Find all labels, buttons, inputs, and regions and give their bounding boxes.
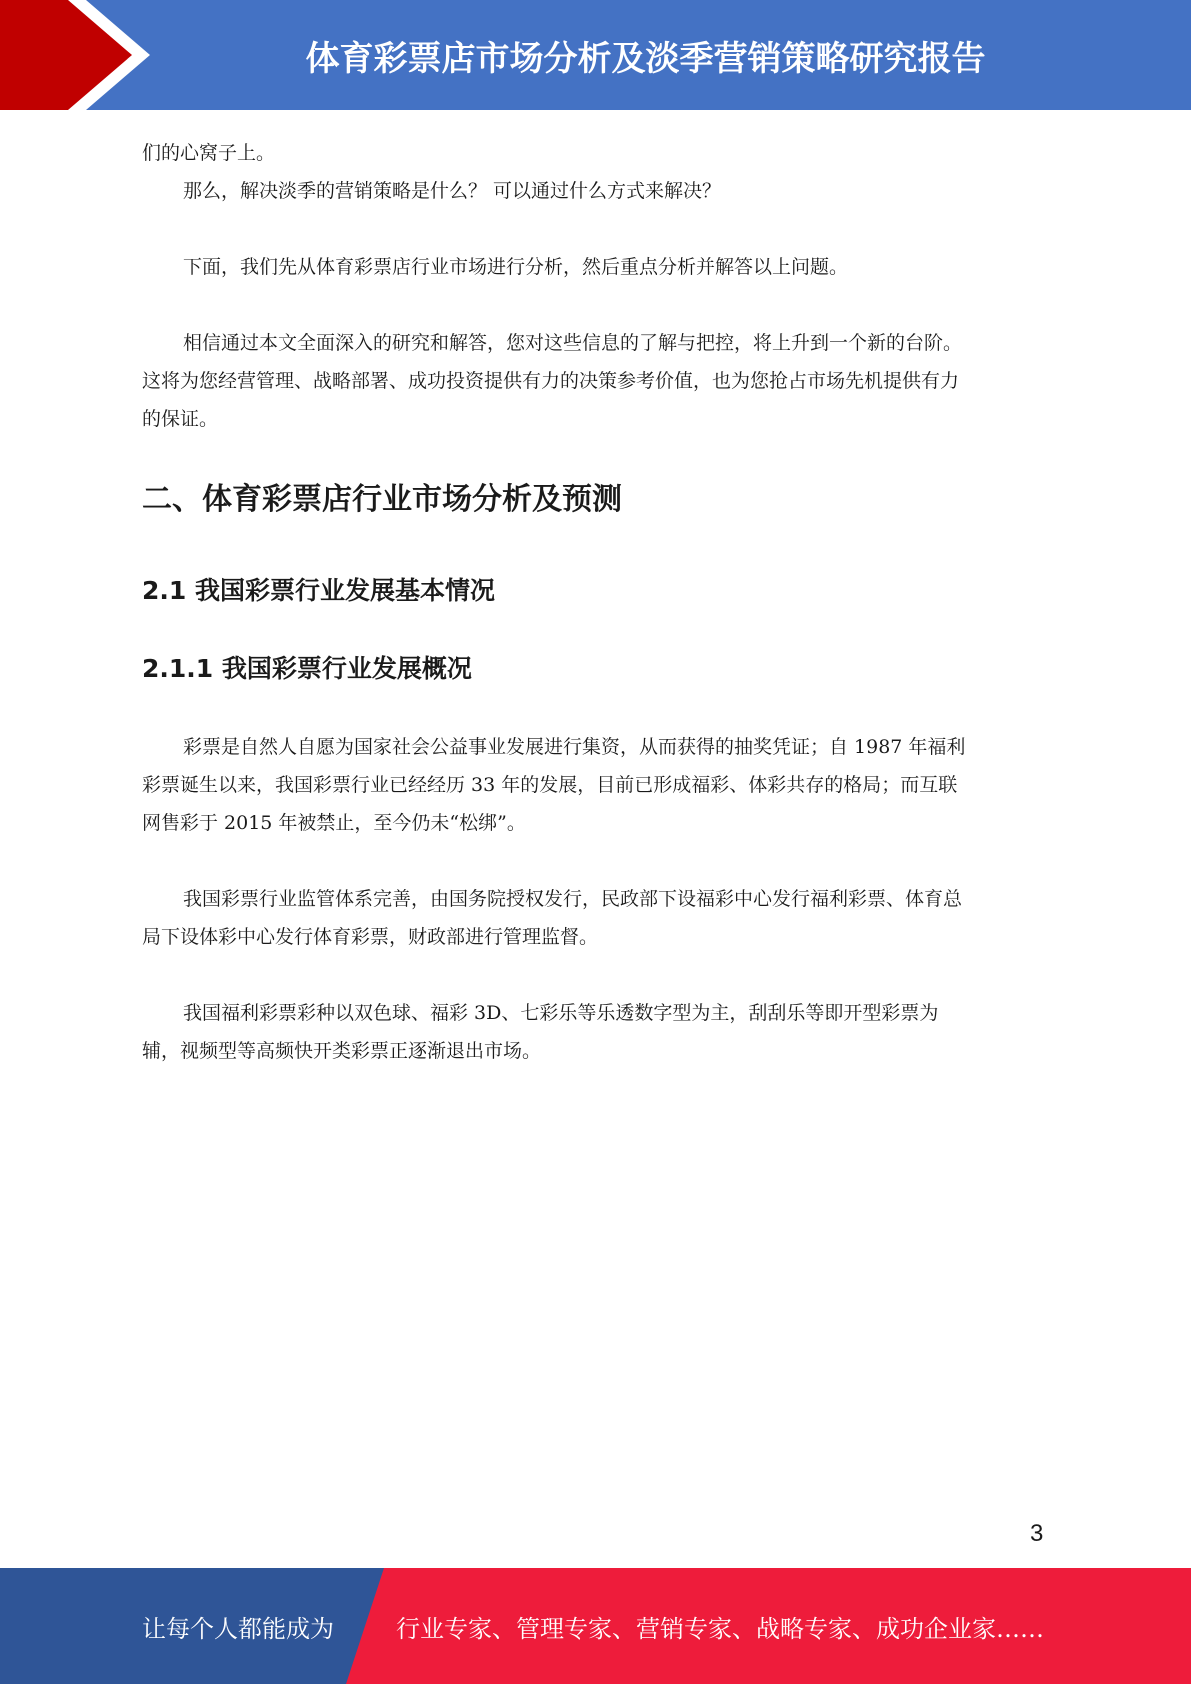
paragraph-trust-line-2: 这将为您经营管理、战略部署、成功投资提供有力的决策参考价值，也为您抢占市场先机提供有力	[142, 370, 960, 392]
footer-slogan-left: 让每个人都能成为	[142, 1614, 334, 1643]
paragraph-welfare-line-1: 我国福利彩票彩种以双色球、福彩 3D、七彩乐等乐透数字型为主，刮刮乐等即开型彩票为	[183, 1002, 939, 1024]
red-chevron-icon	[0, 0, 160, 110]
paragraph-lottery-line-3: 网售彩于 2015 年被禁止，至今仍未“松绑”。	[142, 812, 526, 834]
footer-banner	[0, 1568, 1191, 1684]
subsubsection-heading: 2.1.1 我国彩票行业发展概况	[142, 654, 472, 683]
paragraph-trust-line-1: 相信通过本文全面深入的研究和解答，您对这些信息的了解与把控，将上升到一个新的台阶。	[183, 332, 963, 354]
paragraph-lottery-line-1: 彩票是自然人自愿为国家社会公益事业发展进行集资，从而获得的抽奖凭证；自 1987 年福利	[183, 736, 966, 758]
page-number: 3	[1030, 1520, 1044, 1547]
header-banner	[0, 0, 1191, 110]
footer-slogan-right: 行业专家、管理专家、营销专家、战略专家、成功企业家……	[396, 1614, 1044, 1643]
report-title: 体育彩票店市场分析及淡季营销策略研究报告	[305, 38, 986, 79]
paragraph-next: 下面，我们先从体育彩票店行业市场进行分析，然后重点分析并解答以上问题。	[183, 256, 849, 278]
paragraph-trust-line-3: 的保证。	[142, 408, 219, 430]
paragraph-welfare-line-2: 辅，视频型等高频快开类彩票正逐渐退出市场。	[142, 1040, 542, 1062]
document-body	[142, 134, 1047, 1070]
subsection-heading: 2.1 我国彩票行业发展基本情况	[142, 576, 495, 605]
section-heading: 二、体育彩票店行业市场分析及预测	[142, 482, 622, 517]
paragraph-regulation-line-2: 局下设体彩中心发行体育彩票，财政部进行管理监督。	[142, 926, 599, 948]
paragraph-regulation-line-1: 我国彩票行业监管体系完善，由国务院授权发行，民政部下设福彩中心发行福利彩票、体育总	[183, 888, 963, 910]
paragraph-continuation: 们的心窝子上。	[142, 142, 276, 164]
paragraph-question: 那么，解决淡季的营销策略是什么？ 可以通过什么方式来解决？	[183, 180, 722, 202]
paragraph-lottery-line-2: 彩票诞生以来，我国彩票行业已经经历 33 年的发展，目前已形成福彩、体彩共存的格局；而互联	[142, 774, 958, 796]
